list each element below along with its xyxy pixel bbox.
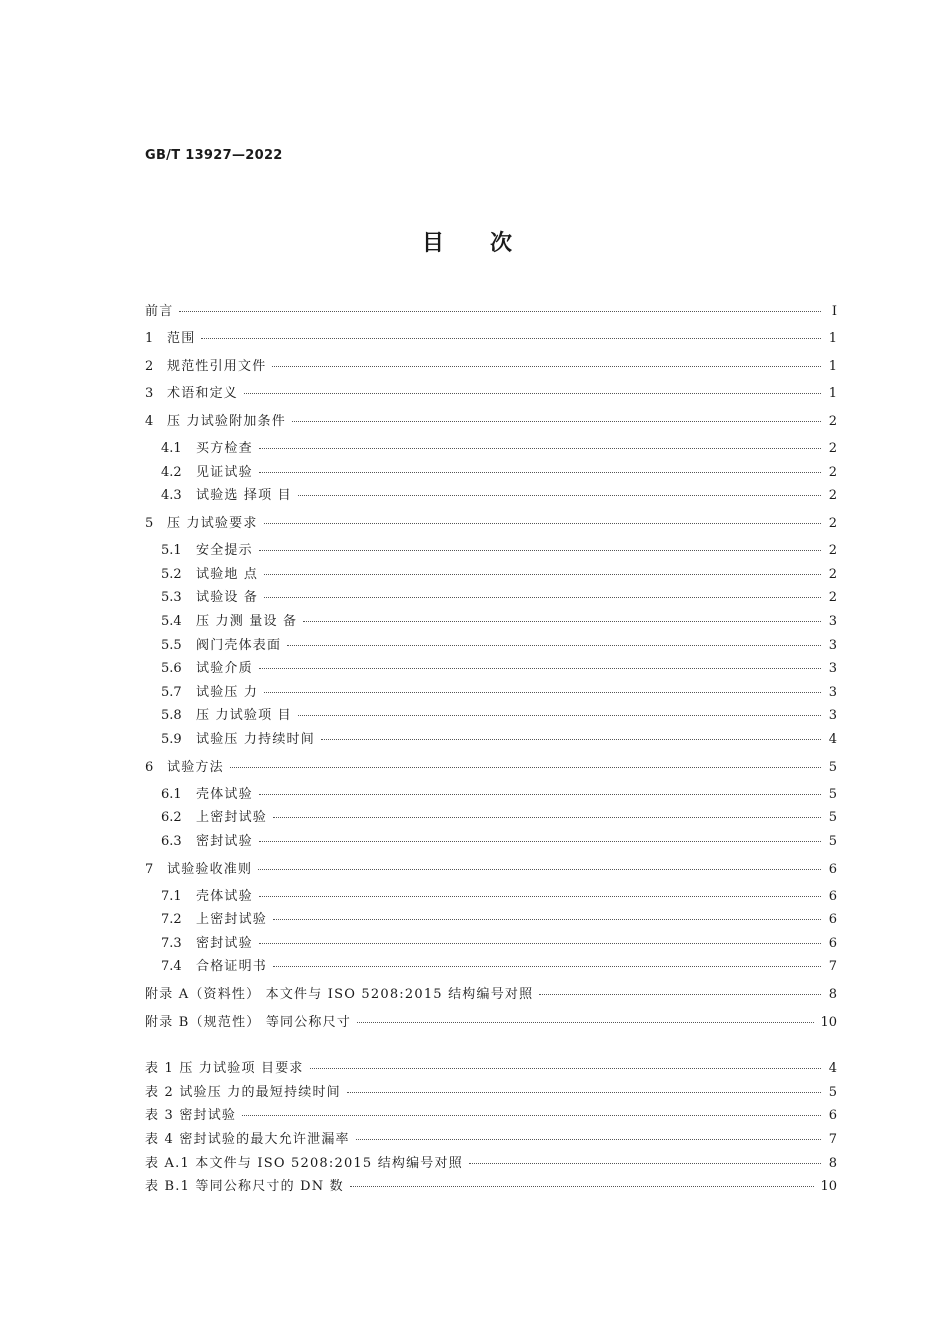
toc-entry-page: 5: [828, 760, 837, 775]
toc-entry-label: 压 力试验附加条件: [167, 414, 286, 429]
toc-entry[interactable]: [161, 681, 837, 701]
toc-entry-page: 5: [828, 1085, 837, 1100]
toc-entry-page: 6: [828, 862, 837, 877]
toc-entry-page: 8: [828, 987, 837, 1002]
dot-leader: [292, 421, 821, 422]
toc-entry-label: 试验选 择项 目: [196, 488, 292, 503]
toc-entry-label: 压 力试验项 目: [196, 708, 292, 723]
toc-entry[interactable]: [161, 783, 837, 803]
toc-entry-number: 5.5: [161, 638, 182, 653]
toc-entry[interactable]: [161, 885, 837, 905]
toc-entry[interactable]: [145, 327, 837, 347]
toc-entry-label: 买方检查: [196, 441, 253, 456]
toc-entry-label: 试验压 力持续时间: [196, 732, 315, 747]
toc-entry[interactable]: [161, 586, 837, 606]
table-list-entry[interactable]: [145, 1175, 837, 1195]
toc-entry[interactable]: [161, 634, 837, 654]
toc-entry-label: 试验方法: [167, 760, 224, 775]
toc-entry-label: 压 力测 量设 备: [196, 614, 298, 629]
toc-entry-page: 2: [828, 516, 837, 531]
dot-leader: [321, 739, 821, 740]
toc-entry-page: 6: [828, 889, 837, 904]
toc-entry-label: 表 4 密封试验的最大允许泄漏率: [145, 1132, 350, 1147]
toc-entry-page: 4: [828, 732, 837, 747]
dot-leader: [259, 896, 821, 897]
toc-entry-page: 3: [828, 708, 837, 723]
toc-entry[interactable]: [161, 657, 837, 677]
toc-entry-number: 4.2: [161, 465, 182, 480]
toc-entry-number: 7.3: [161, 936, 182, 951]
toc-entry-label: 试验设 备: [196, 590, 259, 605]
toc-entry-page: 6: [828, 912, 837, 927]
toc-entry-label: 阀门壳体表面: [196, 638, 282, 653]
table-list-entry[interactable]: [145, 1128, 837, 1148]
standard-code: GB/T 13927—2022: [145, 148, 283, 163]
toc-entry-page: 5: [828, 810, 837, 825]
toc-entry-page: 7: [828, 1132, 837, 1147]
dot-leader: [201, 338, 821, 339]
dot-leader: [259, 448, 821, 449]
toc-entry-page: 3: [828, 685, 837, 700]
dot-leader: [303, 621, 821, 622]
toc-entry-label: 试验压 力: [196, 685, 259, 700]
toc-entry-number: 5.8: [161, 708, 182, 723]
toc-entry-page: 2: [828, 465, 837, 480]
dot-leader: [259, 794, 821, 795]
dot-leader: [539, 994, 821, 995]
toc-entry-label: 见证试验: [196, 465, 253, 480]
toc-entry-number: 5.7: [161, 685, 182, 700]
toc-entry[interactable]: [161, 610, 837, 630]
toc-entry-label: 上密封试验: [196, 912, 268, 927]
toc-entry-page: 10: [820, 1015, 837, 1030]
toc-entry-label: 附录 B（规范性） 等同公称尺寸: [145, 1015, 352, 1030]
toc-entry-number: 4: [145, 414, 154, 429]
toc-entry-number: 7.2: [161, 912, 182, 927]
dot-leader: [273, 919, 821, 920]
dot-leader: [264, 523, 821, 524]
toc-entry-number: 1: [145, 331, 154, 346]
toc-entry[interactable]: [145, 756, 837, 776]
toc-entry-page: 7: [828, 959, 837, 974]
toc-entry-number: 7: [145, 862, 154, 877]
dot-leader: [259, 550, 821, 551]
toc-entry[interactable]: [161, 908, 837, 928]
toc-entry-number: 5.9: [161, 732, 182, 747]
toc-entry-page: 1: [828, 386, 837, 401]
toc-entry-page: 2: [828, 543, 837, 558]
toc-entry-page: 6: [828, 1108, 837, 1123]
toc-entry-label: 表 2 试验压 力的最短持续时间: [145, 1085, 341, 1100]
toc-entry-label: 前言: [145, 304, 174, 319]
dot-leader: [259, 841, 821, 842]
toc-entry-label: 密封试验: [196, 936, 253, 951]
toc-entry-number: 7.4: [161, 959, 182, 974]
toc-entry[interactable]: [145, 300, 837, 320]
dot-leader: [273, 817, 821, 818]
toc-entry[interactable]: [161, 539, 837, 559]
dot-leader: [259, 943, 821, 944]
toc-entry[interactable]: [161, 484, 837, 504]
dot-leader: [258, 869, 821, 870]
toc-entry-label: 表 3 密封试验: [145, 1108, 237, 1123]
toc-entry-page: 5: [828, 834, 837, 849]
toc-entry-label: 附录 A（资料性） 本文件与 ISO 5208:2015 结构编号对照: [145, 987, 534, 1002]
toc-entry-page: 6: [828, 936, 837, 951]
dot-leader: [230, 767, 821, 768]
table-list-entry[interactable]: [145, 1081, 837, 1101]
dot-leader: [264, 574, 821, 575]
toc-entry[interactable]: [161, 806, 837, 826]
toc-entry-label: 压 力试验要求: [167, 516, 258, 531]
toc-entry-number: 6.1: [161, 787, 182, 802]
toc-entry-label: 壳体试验: [196, 889, 253, 904]
dot-leader: [298, 495, 821, 496]
toc-entry-label: 合格证明书: [196, 959, 268, 974]
dot-leader: [259, 472, 821, 473]
toc-entry-number: 5.6: [161, 661, 182, 676]
toc-entry[interactable]: [161, 830, 837, 850]
toc-entry-label: 上密封试验: [196, 810, 268, 825]
dot-leader: [242, 1115, 821, 1116]
toc-entry[interactable]: [161, 563, 837, 583]
toc-entry-label: 试验介质: [196, 661, 253, 676]
dot-leader: [347, 1092, 821, 1093]
toc-entry[interactable]: [161, 704, 837, 724]
toc-entry-page: Ⅰ: [831, 304, 837, 319]
toc-entry-page: 3: [828, 638, 837, 653]
toc-entry[interactable]: [145, 858, 837, 878]
toc-entry-page: 2: [828, 567, 837, 582]
dot-leader: [350, 1186, 815, 1187]
toc-entry-number: 4.3: [161, 488, 182, 503]
toc-entry[interactable]: [145, 512, 837, 532]
dot-leader: [244, 393, 821, 394]
dot-leader: [287, 645, 821, 646]
dot-leader: [179, 311, 821, 312]
toc-entry-label: 规范性引用文件: [167, 359, 267, 374]
toc-entry-number: 5: [145, 516, 154, 531]
toc-entry-number: 7.1: [161, 889, 182, 904]
toc-entry-number: 6.3: [161, 834, 182, 849]
toc-entry-number: 4.1: [161, 441, 182, 456]
toc-entry[interactable]: [161, 932, 837, 952]
dot-leader: [469, 1163, 821, 1164]
dot-leader: [259, 668, 821, 669]
toc-entry-page: 8: [828, 1156, 837, 1171]
toc-entry[interactable]: [161, 437, 837, 457]
toc-entry-page: 5: [828, 787, 837, 802]
dot-leader: [356, 1139, 821, 1140]
toc-entry[interactable]: [161, 461, 837, 481]
toc-entry-label: 壳体试验: [196, 787, 253, 802]
dot-leader: [272, 366, 821, 367]
toc-entry-number: 6.2: [161, 810, 182, 825]
toc-entry-label: 范围: [167, 331, 196, 346]
toc-entry-page: 4: [828, 1061, 837, 1076]
dot-leader: [264, 692, 821, 693]
table-list-entry[interactable]: [145, 1057, 837, 1077]
toc-entry-number: 5.1: [161, 543, 182, 558]
toc-entry-number: 5.2: [161, 567, 182, 582]
toc-entry[interactable]: [145, 410, 837, 430]
toc-title: 目次: [421, 231, 558, 256]
toc-entry-page: 2: [828, 441, 837, 456]
toc-entry-label: 表 1 压 力试验项 目要求: [145, 1061, 304, 1076]
toc-entry-page: 3: [828, 614, 837, 629]
toc-entry-page: 2: [828, 488, 837, 503]
toc-entry-page: 3: [828, 661, 837, 676]
toc-entry-label: 表 B.1 等同公称尺寸的 DN 数: [145, 1179, 344, 1194]
toc-entry-page: 1: [828, 359, 837, 374]
table-list-entry[interactable]: [145, 1152, 837, 1172]
toc-entry-number: 2: [145, 359, 154, 374]
toc-entry-number: 5.4: [161, 614, 182, 629]
toc-entry-page: 1: [828, 331, 837, 346]
toc-entry-label: 试验验收准则: [167, 862, 253, 877]
dot-leader: [264, 597, 821, 598]
toc-entry-number: 3: [145, 386, 154, 401]
toc-entry[interactable]: [161, 728, 837, 748]
toc-entry[interactable]: [161, 955, 837, 975]
toc-entry-page: 2: [828, 414, 837, 429]
toc-entry[interactable]: [145, 382, 837, 402]
toc-entry-label: 术语和定义: [167, 386, 239, 401]
toc-entry[interactable]: [145, 355, 837, 375]
toc-entry-label: 密封试验: [196, 834, 253, 849]
toc-entry[interactable]: [145, 1011, 837, 1031]
toc-entry-label: 表 A.1 本文件与 ISO 5208:2015 结构编号对照: [145, 1156, 463, 1171]
toc-entry-number: 5.3: [161, 590, 182, 605]
dot-leader: [273, 966, 821, 967]
toc-entry-label: 试验地 点: [196, 567, 259, 582]
toc-entry-label: 安全提示: [196, 543, 253, 558]
table-list-entry[interactable]: [145, 1104, 837, 1124]
toc-entry-page: 2: [828, 590, 837, 605]
dot-leader: [357, 1022, 814, 1023]
dot-leader: [298, 715, 821, 716]
toc-entry[interactable]: [145, 983, 837, 1003]
dot-leader: [310, 1068, 821, 1069]
toc-entry-number: 6: [145, 760, 154, 775]
toc-entry-page: 10: [820, 1179, 837, 1194]
